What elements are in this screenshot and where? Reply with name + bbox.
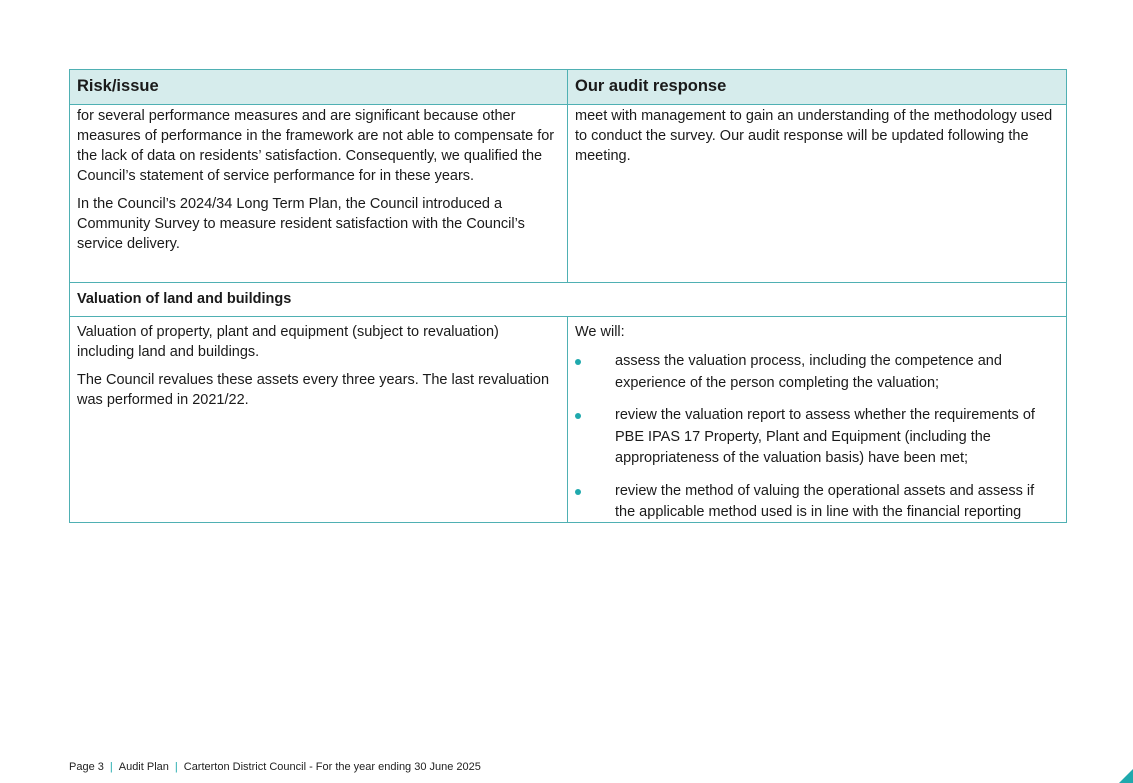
- bullet-dot-icon: [575, 359, 581, 365]
- list-item: [575, 405, 1058, 470]
- footer-separator: |: [109, 761, 113, 773]
- risk-paragraph: Valuation of property, plant and equipment (subject to revaluation) including land and buildings.: [77, 324, 499, 360]
- header-risk-issue: Risk/issue: [70, 70, 568, 105]
- footer-separator: |: [174, 761, 178, 773]
- bullet-dot-icon: [575, 489, 581, 495]
- risk-cell: [70, 105, 568, 283]
- page-footer: [69, 761, 481, 773]
- audit-plan-table: [69, 69, 1067, 523]
- list-item: [575, 351, 1058, 394]
- table-header-row: [70, 70, 1067, 105]
- list-item: [575, 481, 1058, 523]
- table-row: [70, 105, 1067, 283]
- table-row: [70, 317, 1067, 523]
- risk-cell: [70, 317, 568, 523]
- bullet-text: review the method of valuing the operational assets and assess if the applicable method used is in line with the financial reporting: [615, 482, 1035, 520]
- footer-entity: Carterton District Council - For the year ending 30 June 2025: [183, 761, 481, 773]
- bullet-text: assess the valuation process, including the competence and experience of the person completing the valuation;: [615, 353, 1002, 391]
- header-audit-response: Our audit response: [568, 70, 1067, 105]
- response-cell: [568, 105, 1067, 283]
- response-intro: We will:: [575, 324, 625, 340]
- risk-paragraph: for several performance measures and are significant because other measures of performance in the framework are not able to compensate for the lack of data on residents’ satisfaction. Consequently, we qualified the Council’s statement of service performance for in these years.: [77, 108, 555, 184]
- response-clip: [575, 322, 1058, 522]
- bullet-text: review the valuation report to assess whether the requirements of PBE IPAS 17 Property, Plant and Equipment (including the appropriateness of the valuation basis) have been met;: [615, 407, 1035, 466]
- bullet-dot-icon: [575, 413, 581, 419]
- section-row: [70, 283, 1067, 317]
- section-title: Valuation of land and buildings: [70, 283, 1067, 317]
- risk-paragraph: The Council revalues these assets every three years. The last revaluation was performed in 2021/22.: [77, 372, 550, 408]
- response-bullet-list: [575, 351, 1058, 522]
- response-cell: [568, 317, 1067, 523]
- footer-page-number: Page 3: [69, 761, 104, 773]
- risk-paragraph: In the Council’s 2024/34 Long Term Plan, the Council introduced a Community Survey to measure resident satisfaction with the Council’s service delivery.: [77, 196, 525, 252]
- footer-doc-title: Audit Plan: [118, 761, 169, 773]
- corner-accent-icon: [1119, 769, 1133, 783]
- response-paragraph: meet with management to gain an understanding of the methodology used to conduct the survey. Our audit response will be updated following the meeting.: [575, 108, 1053, 164]
